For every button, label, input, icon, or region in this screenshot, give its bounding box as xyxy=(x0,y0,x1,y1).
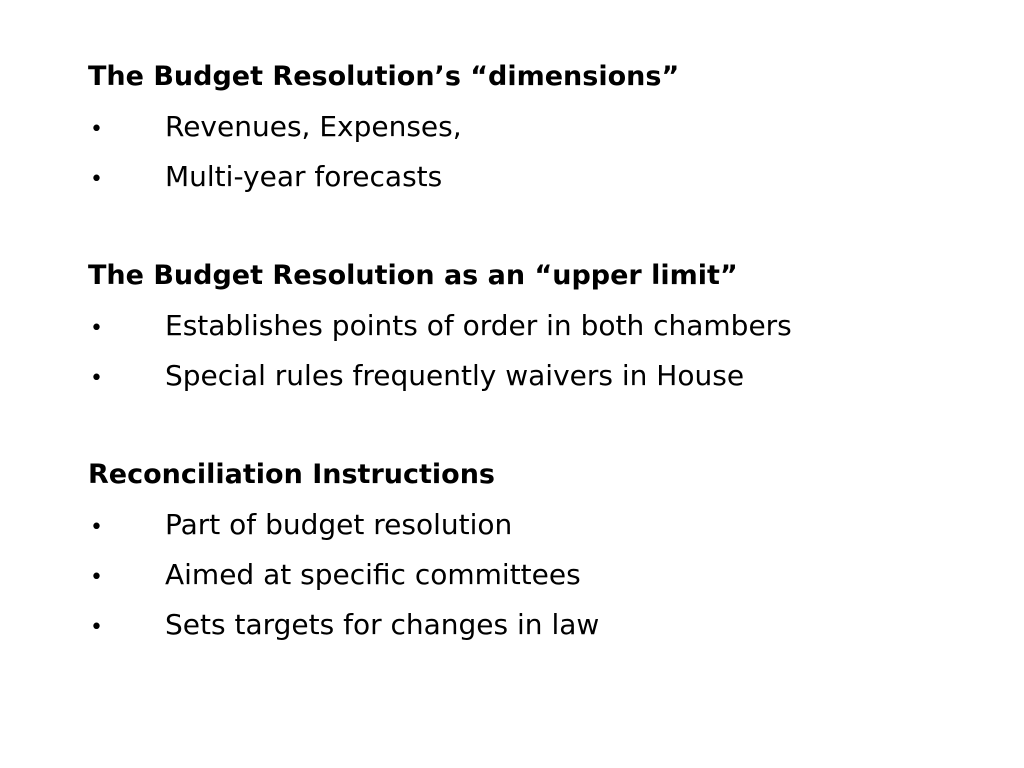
list-item xyxy=(88,500,988,550)
list-item-text: Special rules frequently waivers in House xyxy=(165,359,745,392)
bullet: • xyxy=(90,167,103,192)
bullet: • xyxy=(90,515,103,540)
list-item xyxy=(88,102,988,152)
list-item-text: Sets targets for changes in law xyxy=(165,608,600,641)
bullet: • xyxy=(90,117,103,142)
list-item-text: Aimed at specific committees xyxy=(165,558,581,591)
section-dimensions xyxy=(88,52,988,202)
section-reconciliation xyxy=(88,450,988,650)
section-heading: The Budget Resolution as an “upper limit” xyxy=(88,260,738,291)
list-item xyxy=(88,301,988,351)
bullet: • xyxy=(90,615,103,640)
section-heading: The Budget Resolution’s “dimensions” xyxy=(88,61,680,92)
list-item xyxy=(88,351,988,401)
section-upper-limit xyxy=(88,251,988,401)
section-heading: Reconciliation Instructions xyxy=(88,459,495,490)
list-item-text: Multi-year forecasts xyxy=(165,160,443,193)
list-item xyxy=(88,152,988,202)
list-item xyxy=(88,550,988,600)
bullet: • xyxy=(90,565,103,590)
list-item-text: Establishes points of order in both chambers xyxy=(165,309,792,342)
slide-content xyxy=(88,52,988,699)
list-item xyxy=(88,600,988,650)
list-item-text: Part of budget resolution xyxy=(165,508,513,541)
list-item-text: Revenues, Expenses, xyxy=(165,110,462,143)
bullet: • xyxy=(90,366,103,391)
bullet: • xyxy=(90,316,103,341)
